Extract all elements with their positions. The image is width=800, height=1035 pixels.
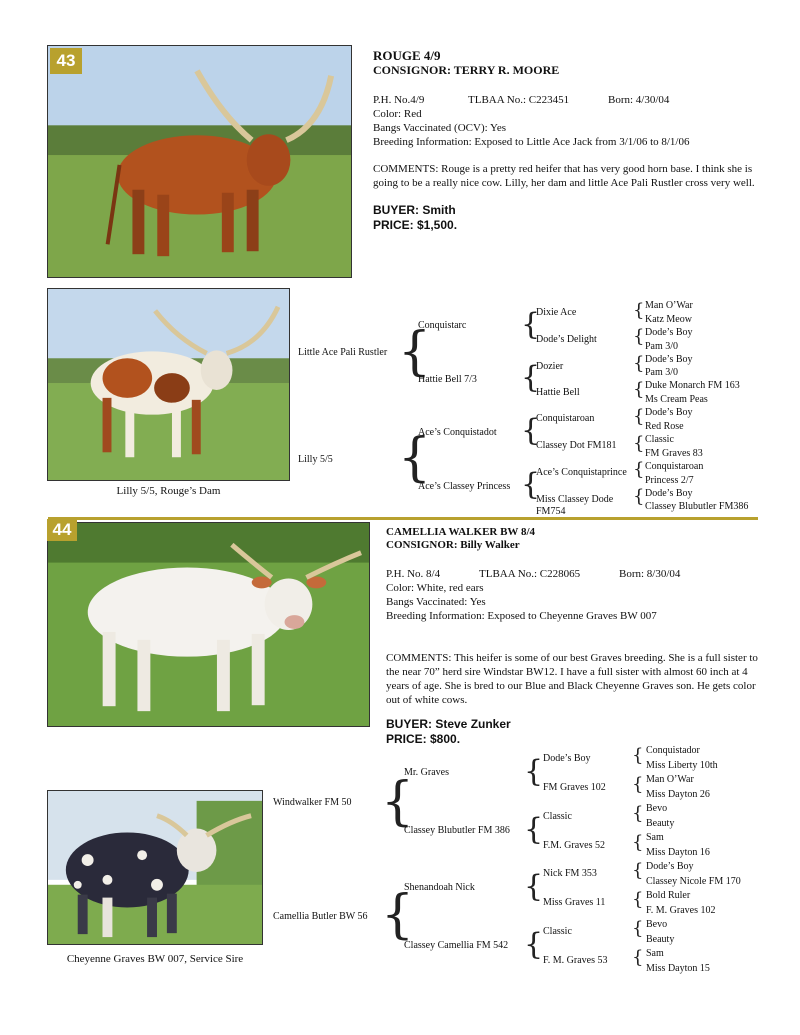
pedigree-g2: Hattie Bell 7/3 [418, 374, 477, 385]
dam-cow-photo-icon [48, 289, 289, 480]
pedigree-g3: F.M. Graves 52 [543, 840, 605, 851]
pedigree-g4: Sam [646, 832, 664, 843]
lot-43-main-photo [47, 45, 352, 278]
brace-icon: { [633, 353, 645, 374]
pedigree-g4: Classic [645, 434, 674, 445]
brace-icon: { [521, 360, 541, 395]
tlbaa-number: TLBAA No.: C228065 [479, 568, 581, 580]
pedigree-g4: Conquistaroan [645, 461, 704, 472]
brace-icon: { [521, 307, 541, 342]
pedigree-g4: Pam 3/0 [645, 367, 679, 378]
born-date: Born: 4/30/04 [608, 94, 670, 106]
pedigree-g4: Miss Liberty 10th [646, 760, 718, 771]
pedigree-g2: Conquistarc [418, 320, 467, 331]
brace-icon: { [633, 300, 645, 321]
pedigree-g4: Conquistador [646, 745, 700, 756]
pedigree-g4: Dode’s Boy [645, 354, 693, 365]
pedigree-g2: Mr. Graves [404, 767, 449, 778]
lot-title: ROUGE 4/9 [373, 48, 441, 63]
lot-44-details [386, 526, 776, 747]
pedigree-g4: Pam 3/0 [645, 341, 679, 352]
pedigree-g4: Classey Nicole FM 170 [646, 876, 741, 887]
red-heifer-photo-icon [48, 46, 351, 277]
pedigree-g2: Classey Camellia FM 542 [404, 940, 509, 951]
color: Color: Red [373, 108, 422, 120]
lot-divider [48, 517, 758, 520]
pedigree-g3: Miss Classey Dode FM754 [536, 494, 614, 517]
pedigree-g4: Katz Meow [645, 314, 692, 325]
pedigree-g3: Nick FM 353 [543, 868, 597, 879]
pedigree-g4: Miss Dayton 26 [646, 789, 710, 800]
brace-icon: { [521, 467, 541, 502]
brace-icon: { [633, 406, 645, 427]
buyer: BUYER: Steve Zunker [386, 717, 511, 731]
pedigree-dam: Lilly 5/5 [298, 454, 333, 465]
lot-title: CAMELLIA WALKER BW 8/4 [386, 526, 536, 538]
brace-icon: { [633, 433, 645, 454]
pedigree-g4: Ms Cream Peas [645, 394, 708, 405]
lot-44-sire-photo [47, 790, 263, 945]
pedigree-g3: Miss Graves 11 [543, 897, 606, 908]
price: PRICE: $800. [386, 732, 461, 746]
brace-icon: { [632, 832, 644, 853]
pedigree-g4: Beauty [646, 818, 675, 829]
price: PRICE: $1,500. [373, 218, 458, 232]
born-date: Born: 8/30/04 [619, 568, 681, 580]
pedigree-g4: Princess 2/7 [645, 475, 694, 486]
pedigree-g3: Dode’s Boy [543, 753, 591, 764]
pedigree-g3: Classic [543, 811, 572, 822]
registration-row [373, 93, 773, 107]
brace-icon: { [633, 379, 645, 400]
brace-icon: { [632, 745, 644, 766]
white-heifer-photo-icon [48, 523, 369, 726]
pedigree-g3: Ace’s Conquistaprince [536, 467, 627, 478]
bangs-vaccinated: Bangs Vaccinated: Yes [386, 596, 486, 608]
ph-number: P.H. No.4/9 [373, 94, 425, 106]
brace-icon: { [381, 772, 415, 832]
pedigree-g4: Beauty [646, 934, 675, 945]
pedigree-g4: FM Graves 83 [645, 448, 703, 459]
pedigree-sire: Little Ace Pali Rustler [298, 347, 388, 358]
buyer: BUYER: Smith [373, 203, 456, 217]
brace-icon: { [632, 889, 644, 910]
pedigree-g2: Classey Blubutler FM 386 [404, 825, 510, 836]
pedigree-g4: Dode’s Boy [646, 861, 694, 872]
animal-info [373, 93, 773, 149]
pedigree-g3: Conquistaroan [536, 413, 595, 424]
pedigree-g3: Classic [543, 926, 572, 937]
brace-icon: { [398, 428, 432, 488]
lot-43-details [373, 48, 773, 233]
brace-icon: { [632, 774, 644, 795]
consignor: CONSIGNOR: Billy Walker [386, 539, 520, 551]
pedigree-g4: Classey Blubutler FM386 [645, 501, 749, 512]
pedigree-g3: F. M. Graves 53 [543, 955, 608, 966]
pedigree-g4: Bevo [646, 803, 668, 814]
pedigree-g4: Miss Dayton 15 [646, 963, 710, 974]
tlbaa-number: TLBAA No.: C223451 [468, 94, 570, 106]
brace-icon: { [632, 860, 644, 881]
ph-number: P.H. No. 8/4 [386, 568, 441, 580]
pedigree-g2: Ace’s Classey Princess [418, 481, 511, 492]
service-sire-photo-icon [48, 791, 262, 944]
pedigree-g3: Dozier [536, 361, 564, 372]
pedigree-sire: Windwalker FM 50 [273, 797, 352, 808]
consignor: CONSIGNOR: TERRY R. MOORE [373, 63, 560, 77]
pedigree-g3: FM Graves 102 [543, 782, 606, 793]
bangs-vaccinated: Bangs Vaccinated (OCV): Yes [373, 122, 507, 134]
brace-icon: { [524, 869, 544, 904]
pedigree-g4: Dode’s Boy [645, 407, 693, 418]
animal-info [386, 567, 776, 623]
brace-icon: { [521, 413, 541, 448]
pedigree-g3: Dode’s Delight [536, 334, 597, 345]
pedigree-g2: Ace’s Conquistadot [418, 427, 497, 438]
brace-icon: { [632, 803, 644, 824]
pedigree-g3: Classey Dot FM181 [536, 440, 617, 451]
pedigree-g3: Dixie Ace [536, 307, 577, 318]
pedigree-g4: Bold Ruler [646, 890, 691, 901]
brace-icon: { [381, 885, 415, 945]
pedigree-g4: Dode’s Boy [645, 488, 693, 499]
pedigree-g4: Bevo [646, 919, 668, 930]
brace-icon: { [524, 812, 544, 847]
brace-icon: { [398, 322, 432, 382]
lot-number-badge: 43 [50, 48, 82, 74]
brace-icon: { [632, 947, 644, 968]
brace-icon: { [632, 918, 644, 939]
comments: COMMENTS: This heifer is some of our best Graves breeding. She is a full sister to the near 70” herd sire Windstar BW12. I have a full sister with almost 60 inch at 4 years of age. She is bred to our Blue and Black Cheyenne Graves son. He gets color out of white cows. [386, 652, 758, 706]
breeding-info: Breeding Information: Exposed to Cheyenne Graves BW 007 [386, 610, 657, 622]
color: Color: White, red ears [386, 582, 484, 594]
pedigree-g2: Shenandoah Nick [404, 882, 475, 893]
dam-caption: Lilly 5/5, Rouge’s Dam [116, 485, 221, 497]
registration-row [386, 567, 776, 581]
breeding-info: Breeding Information: Exposed to Little Ace Jack from 3/1/06 to 8/1/06 [373, 136, 690, 148]
brace-icon: { [524, 754, 544, 789]
brace-icon: { [633, 459, 645, 480]
pedigree-g4: Man O’War [646, 774, 694, 785]
brace-icon: { [633, 326, 645, 347]
pedigree-g4: F. M. Graves 102 [646, 905, 716, 916]
brace-icon: { [524, 927, 544, 962]
lot-44-main-photo [47, 522, 370, 727]
pedigree-dam: Camellia Butler BW 56 [273, 911, 368, 922]
lot-43-dam-photo [47, 288, 290, 481]
pedigree-g4: Duke Monarch FM 163 [645, 380, 740, 391]
comments: COMMENTS: Rouge is a pretty red heifer that has very good horn base. I think she is going to be a really nice cow. Lilly, her dam and little Ace Pali Rustler cross very well. [373, 163, 755, 189]
pedigree-g4: Man O’War [645, 300, 693, 311]
sire-caption: Cheyenne Graves BW 007, Service Sire [66, 953, 244, 965]
lot-number-badge: 44 [47, 519, 77, 541]
pedigree-g3: Hattie Bell [536, 387, 580, 398]
brace-icon: { [633, 486, 645, 507]
pedigree-g4: Sam [646, 948, 664, 959]
pedigree-g4: Dode’s Boy [645, 327, 693, 338]
pedigree-g4: Miss Dayton 16 [646, 847, 710, 858]
pedigree-g4: Red Rose [645, 421, 684, 432]
